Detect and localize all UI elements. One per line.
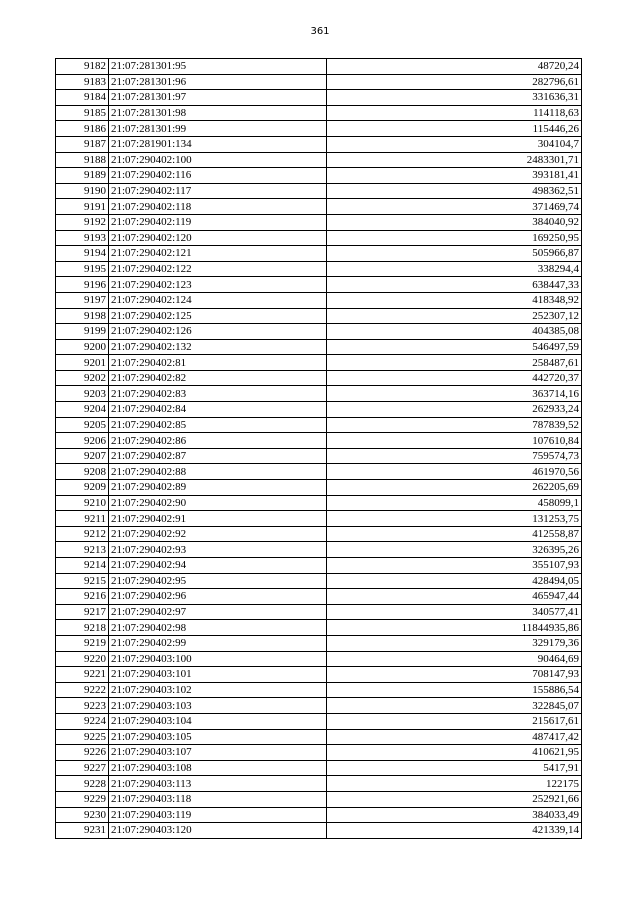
row-number-cell: 9213 [56,542,109,558]
cadastral-number-cell: 21:07:290402:82 [109,370,327,386]
cadastral-number-cell: 21:07:290403:101 [109,667,327,683]
row-number-cell: 9193 [56,230,109,246]
table-row [56,355,582,371]
table-row [56,59,582,75]
row-number-cell: 9196 [56,277,109,293]
cadastral-number-cell: 21:07:290403:105 [109,729,327,745]
cadastral-value-cell: 708147,93 [327,667,582,683]
cadastral-value-cell: 115446,26 [327,121,582,137]
cadastral-number-cell: 21:07:290402:116 [109,168,327,184]
table-row [56,823,582,839]
cadastral-number-cell: 21:07:290402:95 [109,573,327,589]
table-row [56,542,582,558]
table-row [56,448,582,464]
cadastral-number-cell: 21:07:290402:132 [109,339,327,355]
cadastral-value-cell: 404385,08 [327,324,582,340]
cadastral-number-cell: 21:07:290402:93 [109,542,327,558]
cadastral-number-cell: 21:07:290402:89 [109,480,327,496]
cadastral-number-cell: 21:07:290402:88 [109,464,327,480]
row-number-cell: 9212 [56,526,109,542]
row-number-cell: 9188 [56,152,109,168]
cadastral-number-cell: 21:07:290402:120 [109,230,327,246]
cadastral-value-cell: 5417,91 [327,760,582,776]
table-row [56,277,582,293]
table-row [56,261,582,277]
row-number-cell: 9185 [56,105,109,121]
cadastral-number-cell: 21:07:290402:125 [109,308,327,324]
table-row [56,386,582,402]
table-row [56,433,582,449]
table-row [56,402,582,418]
cadastral-value-cell: 155886,54 [327,682,582,698]
cadastral-value-cell: 787839,52 [327,417,582,433]
cadastral-value-cell: 546497,59 [327,339,582,355]
row-number-cell: 9229 [56,791,109,807]
cadastral-number-cell: 21:07:290403:108 [109,760,327,776]
cadastral-number-cell: 21:07:290403:104 [109,713,327,729]
cadastral-number-cell: 21:07:290402:81 [109,355,327,371]
row-number-cell: 9199 [56,324,109,340]
table-row [56,121,582,137]
row-number-cell: 9207 [56,448,109,464]
row-number-cell: 9190 [56,183,109,199]
table-row [56,682,582,698]
table-row [56,526,582,542]
table-row [56,558,582,574]
cadastral-value-cell: 759574,73 [327,448,582,464]
table-row [56,464,582,480]
table-row [56,573,582,589]
cadastral-number-cell: 21:07:281301:96 [109,74,327,90]
table-row [56,745,582,761]
table-row [56,651,582,667]
table-row [56,105,582,121]
row-number-cell: 9228 [56,776,109,792]
table-row [56,713,582,729]
table-row [56,370,582,386]
cadastral-value-cell: 421339,14 [327,823,582,839]
cadastral-value-cell: 252921,66 [327,791,582,807]
cadastral-number-cell: 21:07:290402:123 [109,277,327,293]
cadastral-number-cell: 21:07:290403:102 [109,682,327,698]
table-row [56,183,582,199]
cadastral-number-cell: 21:07:290402:118 [109,199,327,215]
cadastral-value-cell: 329179,36 [327,635,582,651]
cadastral-value-cell: 107610,84 [327,433,582,449]
row-number-cell: 9209 [56,480,109,496]
cadastral-value-cell: 169250,95 [327,230,582,246]
row-number-cell: 9194 [56,246,109,262]
table-row [56,729,582,745]
table-body [56,59,582,839]
cadastral-number-cell: 21:07:281301:98 [109,105,327,121]
cadastral-number-cell: 21:07:290402:90 [109,495,327,511]
row-number-cell: 9186 [56,121,109,137]
cadastral-value-cell: 371469,74 [327,199,582,215]
cadastral-value-cell: 258487,61 [327,355,582,371]
row-number-cell: 9221 [56,667,109,683]
row-number-cell: 9197 [56,292,109,308]
table-row [56,791,582,807]
row-number-cell: 9217 [56,604,109,620]
cadastral-value-cell: 331636,31 [327,90,582,106]
cadastral-value-cell: 428494,05 [327,573,582,589]
cadastral-number-cell: 21:07:290403:118 [109,791,327,807]
cadastral-value-table [55,58,582,839]
page-number: 361 [310,26,330,37]
cadastral-value-cell: 114118,63 [327,105,582,121]
row-number-cell: 9183 [56,74,109,90]
row-number-cell: 9210 [56,495,109,511]
row-number-cell: 9203 [56,386,109,402]
table-row [56,495,582,511]
row-number-cell: 9218 [56,620,109,636]
cadastral-number-cell: 21:07:290402:99 [109,635,327,651]
row-number-cell: 9216 [56,589,109,605]
row-number-cell: 9222 [56,682,109,698]
cadastral-value-cell: 487417,42 [327,729,582,745]
table-row [56,230,582,246]
table-row [56,199,582,215]
row-number-cell: 9201 [56,355,109,371]
table-row [56,807,582,823]
cadastral-value-cell: 338294,4 [327,261,582,277]
cadastral-number-cell: 21:07:290402:121 [109,246,327,262]
table-row [56,511,582,527]
cadastral-number-cell: 21:07:290402:100 [109,152,327,168]
cadastral-value-cell: 498362,51 [327,183,582,199]
table-row [56,776,582,792]
row-number-cell: 9231 [56,823,109,839]
table-row [56,308,582,324]
row-number-cell: 9184 [56,90,109,106]
cadastral-value-cell: 304104,7 [327,136,582,152]
row-number-cell: 9206 [56,433,109,449]
table-row [56,136,582,152]
row-number-cell: 9224 [56,713,109,729]
cadastral-number-cell: 21:07:290403:113 [109,776,327,792]
row-number-cell: 9211 [56,511,109,527]
cadastral-number-cell: 21:07:281301:99 [109,121,327,137]
cadastral-value-cell: 384040,92 [327,214,582,230]
cadastral-value-cell: 282796,61 [327,74,582,90]
cadastral-value-cell: 215617,61 [327,713,582,729]
row-number-cell: 9198 [56,308,109,324]
table-row [56,698,582,714]
cadastral-value-cell: 384033,49 [327,807,582,823]
cadastral-value-cell: 412558,87 [327,526,582,542]
table-row [56,620,582,636]
table-row [56,246,582,262]
table-row [56,214,582,230]
cadastral-number-cell: 21:07:290402:83 [109,386,327,402]
cadastral-number-cell: 21:07:290402:92 [109,526,327,542]
cadastral-number-cell: 21:07:290402:85 [109,417,327,433]
cadastral-number-cell: 21:07:281301:95 [109,59,327,75]
cadastral-value-cell: 252307,12 [327,308,582,324]
cadastral-number-cell: 21:07:290403:100 [109,651,327,667]
cadastral-number-cell: 21:07:290402:97 [109,604,327,620]
row-number-cell: 9187 [56,136,109,152]
cadastral-value-cell: 322845,07 [327,698,582,714]
row-number-cell: 9223 [56,698,109,714]
row-number-cell: 9220 [56,651,109,667]
cadastral-number-cell: 21:07:290402:87 [109,448,327,464]
row-number-cell: 9215 [56,573,109,589]
cadastral-number-cell: 21:07:290402:96 [109,589,327,605]
table-row [56,480,582,496]
table-row [56,589,582,605]
cadastral-number-cell: 21:07:290402:117 [109,183,327,199]
cadastral-number-cell: 21:07:281901:134 [109,136,327,152]
cadastral-value-cell: 418348,92 [327,292,582,308]
cadastral-value-cell: 131253,75 [327,511,582,527]
row-number-cell: 9202 [56,370,109,386]
table-row [56,90,582,106]
cadastral-number-cell: 21:07:290403:107 [109,745,327,761]
cadastral-number-cell: 21:07:290402:126 [109,324,327,340]
row-number-cell: 9182 [56,59,109,75]
row-number-cell: 9204 [56,402,109,418]
table-row [56,339,582,355]
row-number-cell: 9205 [56,417,109,433]
cadastral-value-cell: 11844935,86 [327,620,582,636]
cadastral-value-cell: 90464,69 [327,651,582,667]
table-row [56,168,582,184]
table-row [56,292,582,308]
cadastral-value-cell: 262933,24 [327,402,582,418]
row-number-cell: 9227 [56,760,109,776]
row-number-cell: 9208 [56,464,109,480]
row-number-cell: 9219 [56,635,109,651]
cadastral-value-cell: 48720,24 [327,59,582,75]
table-row [56,417,582,433]
cadastral-number-cell: 21:07:290402:122 [109,261,327,277]
row-number-cell: 9189 [56,168,109,184]
cadastral-value-cell: 393181,41 [327,168,582,184]
cadastral-value-cell: 262205,69 [327,480,582,496]
cadastral-number-cell: 21:07:290402:124 [109,292,327,308]
cadastral-value-cell: 410621,95 [327,745,582,761]
table-row [56,324,582,340]
row-number-cell: 9192 [56,214,109,230]
cadastral-value-cell: 638447,33 [327,277,582,293]
cadastral-number-cell: 21:07:290402:98 [109,620,327,636]
cadastral-number-cell: 21:07:290402:91 [109,511,327,527]
table-row [56,760,582,776]
cadastral-value-cell: 340577,41 [327,604,582,620]
table-row [56,667,582,683]
cadastral-number-cell: 21:07:290402:119 [109,214,327,230]
cadastral-number-cell: 21:07:290402:94 [109,558,327,574]
table-row [56,152,582,168]
table-row [56,604,582,620]
cadastral-number-cell: 21:07:290403:119 [109,807,327,823]
cadastral-value-cell: 465947,44 [327,589,582,605]
cadastral-number-cell: 21:07:290402:84 [109,402,327,418]
row-number-cell: 9200 [56,339,109,355]
cadastral-value-cell: 122175 [327,776,582,792]
table-row [56,74,582,90]
cadastral-value-cell: 461970,56 [327,464,582,480]
row-number-cell: 9230 [56,807,109,823]
cadastral-value-cell: 458099,1 [327,495,582,511]
cadastral-value-cell: 355107,93 [327,558,582,574]
cadastral-number-cell: 21:07:290403:103 [109,698,327,714]
cadastral-value-cell: 326395,26 [327,542,582,558]
cadastral-number-cell: 21:07:281301:97 [109,90,327,106]
row-number-cell: 9195 [56,261,109,277]
row-number-cell: 9214 [56,558,109,574]
row-number-cell: 9191 [56,199,109,215]
cadastral-number-cell: 21:07:290402:86 [109,433,327,449]
table-row [56,635,582,651]
cadastral-number-cell: 21:07:290403:120 [109,823,327,839]
cadastral-value-cell: 363714,16 [327,386,582,402]
row-number-cell: 9226 [56,745,109,761]
cadastral-value-cell: 505966,87 [327,246,582,262]
cadastral-value-cell: 442720,37 [327,370,582,386]
cadastral-value-cell: 2483301,71 [327,152,582,168]
row-number-cell: 9225 [56,729,109,745]
